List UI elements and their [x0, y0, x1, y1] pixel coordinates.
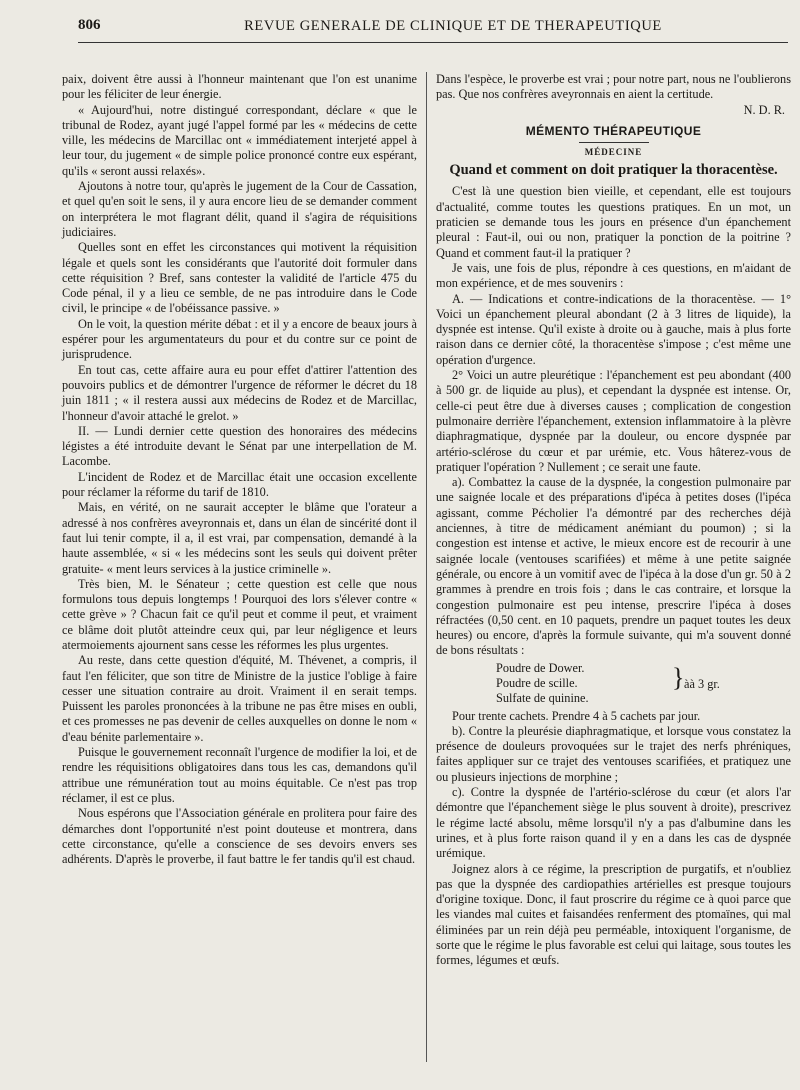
paragraph: paix, doivent être aussi à l'honneur maintenant que l'on est unanime pour les féliciter de leur énergie. [62, 72, 417, 102]
prescription-formula [496, 661, 791, 707]
paragraph: II. — Lundi dernier cette question des honoraires des médecins légistes a été introduite devant le Sénat par une interpellation de M. Lacombe. [62, 423, 417, 469]
paragraph: A. — Indications et contre-indications de la thoracentèse. — 1° Voici un épanchement pleural abondant (2 à 3 litres de liquide), la dyspnée est intense. Qu'il existe à droite ou à gauche, mais à plus forte raison dans ce dernier côté, la thoracentèse s'impose ; c'est même une opération d'urgence. [436, 291, 791, 367]
formula-line: Poudre de scille. [496, 675, 578, 690]
paragraph: Puisque le gouvernement reconnaît l'urgence de modifier la loi, et de rendre les réquisitions obligatoires dans tous les cas, demandons qu'il attribue une rémunération tout au moins équitable. Ce n'est pas trop réclamer, il est ce plus. [62, 745, 417, 805]
paragraph: Quelles sont en effet les circonstances qui motivent la réquisition légale et quels sont les considérants que l'autorité doit formuler dans cette réquisition ? Bref, sans contester la validité de l'article 475 du Code pénal, il y a lieu ce semble, de ne pas introduire dans le Code civil, le principe « de l'obéissance passive. » [62, 240, 417, 316]
paragraph: C'est là une question bien vieille, et cependant, elle est toujours d'actualité, comme toutes les questions pratiques. En un mot, un praticien se demande tous les jours en présence d'un épanchement pleural : Faut-il, oui ou non, pratiquer la ponction de la poitrine ? Quand et comment faut-il la pratiquer ? [436, 184, 791, 260]
paragraph: Mais, en vérité, on ne saurait accepter le blâme que l'orateur a adressé à nos confrères aveyronnais et, dans un élan de sincérité dont il faut lui tenir compte, il a, il est vrai, par compensation, demandé à la haute assemblée, « si « les médecins sont les seuls qui doivent prêter gratuite- « ment leurs services à la justice criminelle ». [62, 500, 417, 576]
paragraph: Nous espérons que l'Association générale en prolitera pour faire des démarches dont l'opportunité n'est point douteuse et montrera, dans cette circonstance, qu'elle a conscience de ses devoirs envers ses adhérents. D'après le proverbe, il faut battre le fer tandis qu'il est chaud. [62, 806, 417, 867]
article-title: Quand et comment on doit pratiquer la thoracentèse. [449, 162, 778, 179]
paragraph: Ajoutons à notre tour, qu'après le jugement de la Cour de Cassation, et quel qu'en soit le sens, il y aura encore lieu de se demander comment on interprétera le mot flagrant délit, quand il s'agira de réquisitions judiciaires. [62, 179, 417, 239]
paragraph: Très bien, M. le Sénateur ; cette question est celle que nous formulons tous depuis longtemps ! Pourquoi des lors s'élever contre « cette grève » ? Chacun fait ce qu'il peut et comme il peut, et vraiment ce blâme doit plutôt atteindre ceux qui, par leur négligence et leurs atermoiements ajournent sans cesse les réformes les plus urgentes. [62, 576, 417, 652]
paragraph: Joignez alors à ce régime, la prescription de purgatifs, et n'oubliez pas que la dyspnée des cardiopathies artérielles est presque toujours d'origine toxique. Donc, il faut proscrire du régime ce à quoi parce que les viandes mal cuites et faisandées renferment des ptomaïnes, qui mal éliminées par un rein déjà peu perméable, intoxiquent l'organisme, de sorte que le régime le plus favorable est celui qui laitage, sous toutes les formes, légumes et œufs. [436, 861, 791, 968]
paragraph: L'incident de Rodez et de Marcillac était une occasion excellente pour réclamer la réforme du tarif de 1810. [62, 469, 417, 500]
column-divider [426, 72, 427, 1062]
paragraph: a). Combattez la cause de la dyspnée, la congestion pulmonaire par une saignée locale et des préparations d'ipéca à petites doses (l'ipéca agissant, comme Pécholier l'a démontré par des recherches déjà anciennes, à titre de médicament anémiant du poumon) ; si la congestion est intense et active, le mieux encore est de recourir à une saignée locale (ventouses scarifiées) et même à une petite saignée générale, ou encore à un vomitif avec de l'ipéca à la dose d'un gr. 50 à 2 grammes à prendre en trois fois ; dans le cas contraire, et lorsque la congestion pulmonaire est peu intense, prescrire l'ipéca à doses réfractées (0,50 cent. en 10 paquets, prendre un paquet toutes les deux heures) ou encore, d'après la formule suivante, qui m'a souvent donné de bons résultats : [436, 475, 791, 658]
paragraph: c). Contre la dyspnée de l'artério-sclérose du cœur (et alors l'ar démontre que l'épanchement siège le plus souvent à droite), prescrivez le régime lacté absolu, même lorsqu'il n'y a pas d'albumine dans les urines, et à plus forte raison quand il y en a dans les cas de dyspnée urémique. [436, 785, 791, 861]
paragraph: Au reste, dans cette question d'équité, M. Thévenet, a compris, il faut l'en féliciter, que son titre de Ministre de la justice l'oblige à faire cesser une situation contraire au droit. Vraiment il en serait temps. Puissent les paroles prononcées à la tribune ne pas être mises en oubli, et ces promesses ne pas devenir de celles auxquelles on donne le nom « d'eau bénite parlementaire ». [62, 653, 417, 744]
formula-line: Sulfate de quinine. [496, 691, 589, 706]
paragraph: En tout cas, cette affaire aura eu pour effet d'attirer l'attention des pouvoirs publics et de démontrer l'urgence de réformer le décret du 18 juin 1811 ; « il restera aussi aux médecins de Rodez et de Marcillac, l'honneur d'avoir attaché le grelot. » [62, 362, 417, 423]
running-title: REVUE GENERALE DE CLINIQUE ET DE THERAPEUTIQUE [244, 18, 662, 34]
paragraph: Pour trente cachets. Prendre 4 à 5 cachets par jour. [452, 708, 701, 723]
brace-icon: } [672, 662, 685, 692]
paragraph: On le voit, la question mérite débat : et il y a encore de beaux jours à espérer pour les argumentateurs du pour et du contre sur ce point de jurisprudence. [62, 316, 417, 362]
left-column [62, 72, 417, 867]
divider [579, 142, 649, 143]
rubric: MÉDECINE [584, 147, 643, 158]
section-title: MÉMENTO THÉRAPEUTIQUE [525, 123, 702, 138]
formula-line: Poudre de Dower. [496, 660, 585, 675]
right-column [436, 72, 791, 969]
paragraph: Je vais, une fois de plus, répondre à ces questions, en m'aidant de mon expérience, et de mes souvenirs : [436, 260, 791, 291]
formula-dose: àà 3 gr. [684, 676, 720, 691]
signature: N. D. R. [743, 102, 785, 117]
page-number: 806 [78, 17, 101, 33]
paragraph: 2° Voici un autre pleurétique : l'épanchement est peu abondant (400 à 500 gr. de liquide au plus), et cependant la dyspnée est intense. Or, celle-ci peut être due à diverses causes ; complication de congestion pulmonaire derrière l'épanchement, extension inflammatoire à la plèvre diaphragmatique, dyspnée par la douleur, ou encore dyspnée par artério-sclérose du cœur et par urémie, etc. Vous hâterez-vous de pratiquer l'opération ? Nullement ; ce serait une faute. [436, 368, 791, 474]
paragraph: b). Contre la pleurésie diaphragmatique, et lorsque vous constatez la présence de douleurs provoquées sur le trajet des nerfs phréniques, faites appliquer sur ce trajet des ventouses scarifiées, et pratiquez une ou plusieurs injections de morphine ; [436, 723, 791, 784]
paragraph: « Aujourd'hui, notre distingué correspondant, déclare « que le tribunal de Rodez, ayant jugé l'appel formé par les « médecins de cette ville, les médecins de Marcillac ont « immédiatement interjeté appel à leur tour, du jugement « de simple police prononcé contre eux espérant, qu'ils « seront aussi relaxés». [62, 102, 417, 178]
page-header [78, 14, 788, 43]
paragraph: Dans l'espèce, le proverbe est vrai ; pour notre part, nous ne l'oublierons pas. Que nos confrères aveyronnais en aient la certitude. [436, 72, 791, 102]
